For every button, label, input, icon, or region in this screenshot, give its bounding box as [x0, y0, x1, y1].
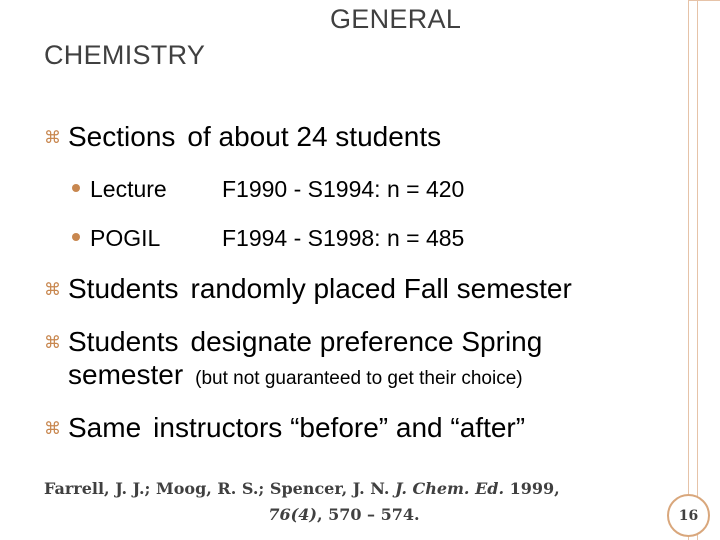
bullet-icon: ⌘	[44, 419, 61, 438]
bullet-text-a: Students	[68, 273, 179, 304]
sub-bullet-item-2	[72, 225, 464, 252]
bullet-icon: ⌘	[44, 280, 61, 299]
sub-bullet-detail: F1994 - S1998: n = 485	[222, 225, 465, 251]
citation-line2	[44, 502, 644, 528]
bullet-item-1	[44, 121, 441, 153]
bullet-text-a: Same	[68, 412, 142, 443]
sub-bullet-label: Lecture	[90, 176, 167, 202]
bullet-icon: ⌘	[44, 128, 61, 147]
page-number-badge	[667, 494, 710, 537]
citation-volume: 76(4)	[268, 505, 317, 524]
citation-authors: Farrell, J. J.; Moog, R. S.; Spencer, J. N.	[44, 479, 390, 498]
slide-title-line2: CHEMISTRY	[44, 40, 206, 70]
bullet-text-a: Sections	[68, 121, 176, 152]
bullet-item-2	[44, 273, 572, 305]
bullet-text-a: Students	[68, 326, 179, 357]
bullet-item-3-continuation	[68, 359, 523, 391]
sub-bullet-icon	[72, 184, 80, 192]
bullet-text-b: instructors “before” and “after”	[153, 412, 526, 443]
bullet-text-b: designate preference Spring	[190, 326, 543, 357]
slide-title-line1: GENERAL	[330, 4, 462, 34]
bullet-note: (but not guaranteed to get their choice)	[195, 368, 523, 389]
sub-bullet-label: POGIL	[90, 225, 161, 251]
sub-bullet-item-1	[72, 176, 464, 203]
frame-top-edge	[688, 0, 720, 1]
citation-pages: , 570 – 574.	[316, 505, 420, 524]
citation	[44, 476, 644, 528]
bullet-icon: ⌘	[44, 333, 61, 352]
bullet-item-3	[44, 326, 542, 358]
page-number: 16	[678, 507, 699, 524]
bullet-text-b: of about 24 students	[187, 121, 442, 152]
frame-line-right	[697, 0, 698, 540]
bullet-text-b: randomly placed Fall semester	[190, 273, 572, 304]
bullet-continuation-text: semester	[68, 359, 184, 390]
citation-line1	[44, 476, 644, 502]
citation-journal: J. Chem. Ed.	[394, 479, 505, 498]
sub-bullet-icon	[72, 233, 80, 241]
citation-year: 1999,	[509, 479, 560, 498]
frame-line-left	[688, 0, 689, 540]
sub-bullet-detail: F1990 - S1994: n = 420	[222, 176, 465, 202]
bullet-item-4	[44, 412, 525, 444]
